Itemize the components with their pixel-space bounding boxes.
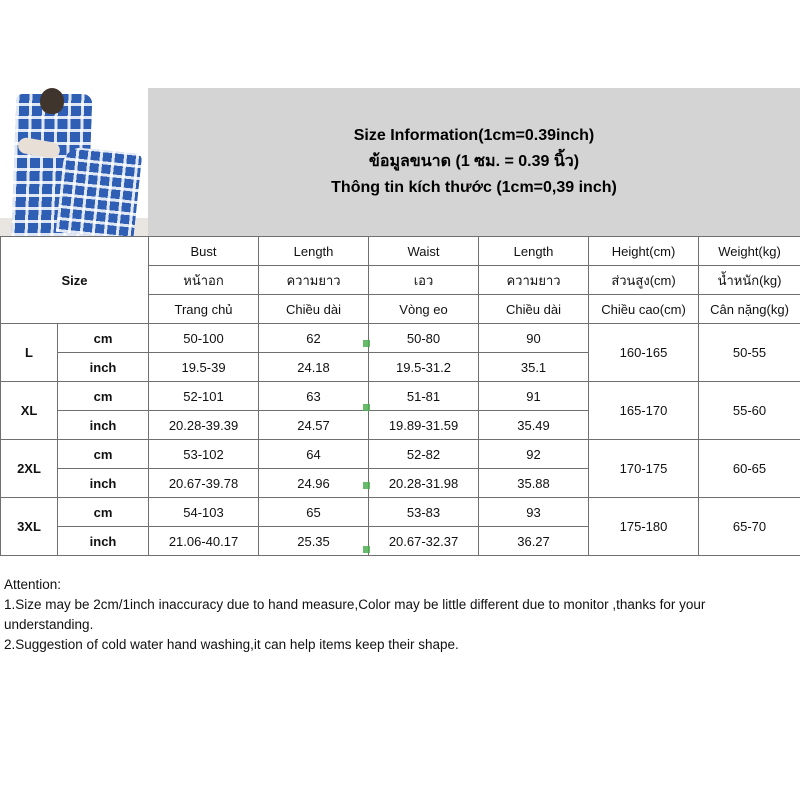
header-length1-vi: Chiều dài — [259, 295, 369, 324]
size-table — [0, 236, 800, 556]
attention-block — [0, 571, 800, 655]
cell-length2-cm: 93 — [479, 498, 589, 527]
cell-weight: 65-70 — [699, 498, 800, 556]
row-unit-inch: inch — [58, 411, 149, 440]
header-weight-vi: Cân nặng(kg) — [699, 295, 800, 324]
cell-bust-cm: 52-101 — [149, 382, 259, 411]
marker-dot — [363, 482, 370, 489]
cell-waist-cm: 53-83 — [369, 498, 479, 527]
header-bust-vi: Trang chủ — [149, 295, 259, 324]
cell-bust-inch: 20.67-39.78 — [149, 469, 259, 498]
header-bust-th: หน้าอก — [149, 266, 259, 295]
marker-dot — [363, 404, 370, 411]
cell-bust-cm: 50-100 — [149, 324, 259, 353]
cell-length2-inch: 36.27 — [479, 527, 589, 556]
row-size-XL: XL — [1, 382, 58, 440]
row-unit-cm: cm — [58, 382, 149, 411]
row-unit-inch: inch — [58, 353, 149, 382]
cell-length1-cm: 65 — [259, 498, 369, 527]
header-bust-en: Bust — [149, 237, 259, 266]
attention-line-2: 2.Suggestion of cold water hand washing,it can help items keep their shape. — [4, 637, 459, 652]
photo-head — [40, 88, 64, 114]
cell-waist-inch: 20.67-32.37 — [369, 527, 479, 556]
cell-length1-inch: 24.96 — [259, 469, 369, 498]
header-size-word: Size — [1, 237, 149, 324]
cell-bust-cm: 54-103 — [149, 498, 259, 527]
row-unit-cm: cm — [58, 324, 149, 353]
cell-waist-cm: 51-81 — [369, 382, 479, 411]
cell-length2-cm: 91 — [479, 382, 589, 411]
cell-length2-inch: 35.49 — [479, 411, 589, 440]
header-weight-en: Weight(kg) — [699, 237, 800, 266]
table-header-row-en — [1, 237, 800, 266]
header-height-th: ส่วนสูง(cm) — [589, 266, 699, 295]
cell-length1-inch: 24.18 — [259, 353, 369, 382]
table-row — [1, 440, 800, 469]
cell-waist-cm: 50-80 — [369, 324, 479, 353]
size-information-title — [148, 88, 800, 236]
table-row — [1, 382, 800, 411]
cell-length2-cm: 92 — [479, 440, 589, 469]
header-height-en: Height(cm) — [589, 237, 699, 266]
header-length1-th: ความยาว — [259, 266, 369, 295]
cell-length1-cm: 64 — [259, 440, 369, 469]
header-length2-en: Length — [479, 237, 589, 266]
title-line-vi: Thông tin kích thước (1cm=0,39 inch) — [331, 179, 617, 196]
cell-bust-inch: 19.5-39 — [149, 353, 259, 382]
attention-heading: Attention: — [4, 577, 62, 592]
cell-height: 165-170 — [589, 382, 699, 440]
cell-length1-cm: 63 — [259, 382, 369, 411]
title-line-en: Size Information(1cm=0.39inch) — [353, 127, 595, 144]
row-unit-inch: inch — [58, 527, 149, 556]
cell-height: 160-165 — [589, 324, 699, 382]
cell-waist-cm: 52-82 — [369, 440, 479, 469]
cell-length2-inch: 35.88 — [479, 469, 589, 498]
header-waist-vi: Vòng eo — [369, 295, 479, 324]
cell-bust-inch: 20.28-39.39 — [149, 411, 259, 440]
row-size-3XL: 3XL — [1, 498, 58, 556]
photo-pajama-pants — [56, 146, 143, 236]
cell-waist-inch: 19.89-31.59 — [369, 411, 479, 440]
cell-waist-inch: 19.5-31.2 — [369, 353, 479, 382]
header-length2-th: ความยาว — [479, 266, 589, 295]
header-length2-vi: Chiều dài — [479, 295, 589, 324]
row-unit-cm: cm — [58, 440, 149, 469]
cell-waist-inch: 20.28-31.98 — [369, 469, 479, 498]
cell-bust-cm: 53-102 — [149, 440, 259, 469]
header-waist-en: Waist — [369, 237, 479, 266]
product-photo — [0, 88, 148, 236]
row-unit-inch: inch — [58, 469, 149, 498]
header-height-vi: Chiều cao(cm) — [589, 295, 699, 324]
header-length1-en: Length — [259, 237, 369, 266]
header-waist-th: เอว — [369, 266, 479, 295]
table-row — [1, 498, 800, 527]
cell-bust-inch: 21.06-40.17 — [149, 527, 259, 556]
title-line-th: ข้อมูลขนาด (1 ซม. = 0.39 นิ้ว) — [368, 153, 580, 170]
cell-length1-cm: 62 — [259, 324, 369, 353]
cell-weight: 50-55 — [699, 324, 800, 382]
header-weight-th: น้ำหนัก(kg) — [699, 266, 800, 295]
attention-line-1: 1.Size may be 2cm/1inch inaccuracy due to hand measure,Color may be little different due to monitor ,thanks for your understanding. — [4, 597, 706, 632]
marker-dot — [363, 340, 370, 347]
cell-weight: 60-65 — [699, 440, 800, 498]
cell-length1-inch: 24.57 — [259, 411, 369, 440]
cell-weight: 55-60 — [699, 382, 800, 440]
row-size-2XL: 2XL — [1, 440, 58, 498]
row-size-L: L — [1, 324, 58, 382]
cell-height: 175-180 — [589, 498, 699, 556]
table-row — [1, 324, 800, 353]
cell-length2-cm: 90 — [479, 324, 589, 353]
cell-length1-inch: 25.35 — [259, 527, 369, 556]
row-unit-cm: cm — [58, 498, 149, 527]
cell-height: 170-175 — [589, 440, 699, 498]
cell-length2-inch: 35.1 — [479, 353, 589, 382]
marker-dot — [363, 546, 370, 553]
